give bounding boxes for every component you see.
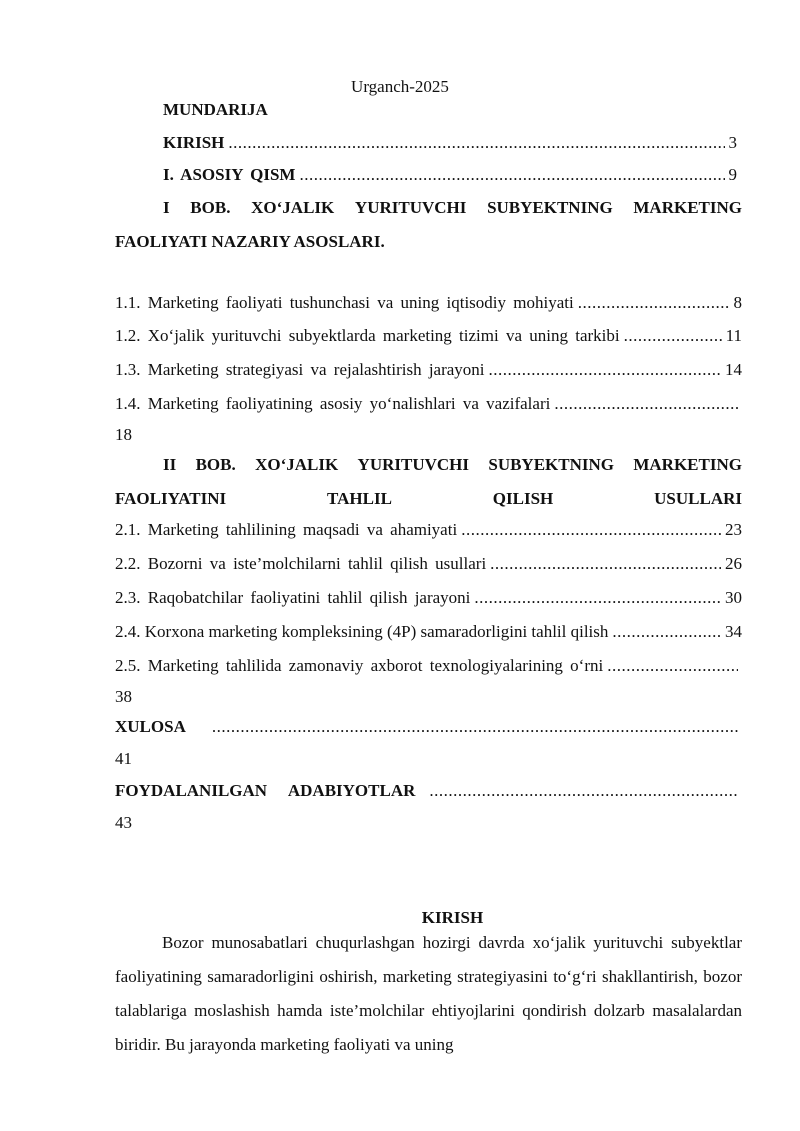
toc-entry-label: 1.3. Marketing strategiyasi va rejalashtirish jarayoni bbox=[115, 360, 485, 379]
toc-entry-label: 2.2. Bozorni va iste’molchilarni tahlil qilish usullari bbox=[115, 554, 487, 573]
toc-page-number-wrapped: 43 bbox=[115, 813, 132, 832]
toc-entry-label: I. ASOSIY QISM bbox=[163, 165, 296, 184]
toc-dot-leader bbox=[228, 131, 724, 155]
toc-page-number: 14 bbox=[725, 360, 742, 379]
toc-dot-leader bbox=[490, 552, 721, 576]
intro-title: KIRISH bbox=[421, 908, 484, 927]
chapter-2-heading-line1[interactable] bbox=[163, 453, 742, 477]
intro-paragraph: Bozor munosabatlari chuqurlashgan hozirgi davrda xo‘jalik yurituvchi subyektlar faoliyatining samaradorligini oshirish, marketing strategiyasini to‘g‘ri shakllantirish, bozor talablariga moslashish hamda iste’molchilar ehtiyojlarini qondirish dolzarb masalalardan biridir. Bu jarayonda marketing faoliyati va uning bbox=[115, 933, 742, 1054]
heading-word: BOB. bbox=[190, 198, 231, 217]
toc-entry-label: 2.3. Raqobatchilar faoliyatini tahlil qilish jarayoni bbox=[115, 588, 471, 607]
heading-word: SUBYEKTNING bbox=[487, 198, 613, 217]
toc-entry-label: 1.1. Marketing faoliyati tushunchasi va uning iqtisodiy mohiyati bbox=[115, 293, 574, 312]
toc-entry-2-5[interactable] bbox=[115, 654, 742, 678]
toc-entry-kirish[interactable] bbox=[163, 131, 737, 155]
toc-dot-leader bbox=[212, 715, 738, 739]
place-year: Urganch-2025 bbox=[351, 77, 449, 96]
toc-entry-label: FOYDALANILGAN ADABIYOTLAR bbox=[115, 781, 416, 800]
heading-word: FAOLIYATINI bbox=[115, 489, 227, 508]
toc-entry-label: 1.4. Marketing faoliyatining asosiy yo‘nalishlari va vazifalari bbox=[115, 394, 551, 413]
toc-dot-leader bbox=[612, 620, 721, 644]
toc-dot-leader bbox=[461, 518, 721, 542]
toc-entry-2-4[interactable] bbox=[115, 620, 742, 644]
toc-page-number: 23 bbox=[725, 520, 742, 539]
toc-entry-2-3[interactable] bbox=[115, 586, 742, 610]
toc-dot-leader bbox=[578, 291, 730, 315]
toc-dot-leader bbox=[607, 654, 738, 678]
toc-entry-2-1[interactable] bbox=[115, 518, 742, 542]
heading-word: TAHLIL bbox=[327, 489, 392, 508]
heading-word: YURITUVCHI bbox=[357, 455, 470, 474]
toc-page-number: 34 bbox=[725, 622, 742, 641]
toc-page-number-wrapped: 38 bbox=[115, 687, 132, 706]
toc-entry-label: 2.1. Marketing tahlilining maqsadi va ahamiyati bbox=[115, 520, 458, 539]
heading-word: I bbox=[163, 198, 170, 217]
heading-word: USULLARI bbox=[654, 489, 742, 508]
heading-word: QILISH bbox=[492, 489, 554, 508]
toc-entry-label: XULOSA bbox=[115, 717, 186, 736]
toc-page-number-wrapped: 41 bbox=[115, 749, 132, 768]
toc-entry-xulosa[interactable] bbox=[115, 715, 742, 739]
heading-word: XO‘JALIK bbox=[251, 198, 335, 217]
chapter-2-heading-line2 bbox=[115, 487, 742, 511]
toc-page-number: 26 bbox=[725, 554, 742, 573]
toc-dot-leader bbox=[299, 163, 724, 187]
toc-dot-leader bbox=[554, 392, 738, 416]
heading-word: YURITUVCHI bbox=[354, 198, 467, 217]
toc-entry-label: 2.5. Marketing tahlilida zamonaviy axborot texnologiyalarining o‘rni bbox=[115, 656, 604, 675]
toc-dot-leader bbox=[429, 779, 738, 803]
toc-dot-leader bbox=[489, 358, 721, 382]
toc-entry-2-2[interactable] bbox=[115, 552, 742, 576]
toc-entry-label: 1.2. Xo‘jalik yurituvchi subyektlarda marketing tizimi va uning tarkibi bbox=[115, 326, 620, 345]
toc-entry-1-2[interactable] bbox=[115, 324, 742, 348]
toc-dot-leader bbox=[474, 586, 721, 610]
heading-word: BOB. bbox=[195, 455, 236, 474]
toc-page-number: 9 bbox=[728, 165, 737, 184]
toc-entry-1-3[interactable] bbox=[115, 358, 742, 382]
heading-word: MARKETING bbox=[633, 455, 742, 474]
heading-word: MARKETING bbox=[633, 198, 742, 217]
chapter-1-heading-line2: FAOLIYATI NAZARIY ASOSLARI. bbox=[115, 232, 385, 251]
toc-entry-1-1[interactable] bbox=[115, 291, 742, 315]
contents-title: MUNDARIJA bbox=[163, 100, 268, 119]
heading-word: XO‘JALIK bbox=[255, 455, 339, 474]
chapter-1-heading-line1[interactable] bbox=[163, 196, 742, 220]
heading-word: II bbox=[163, 455, 177, 474]
toc-page-number: 8 bbox=[733, 293, 742, 312]
toc-entry-label: KIRISH bbox=[163, 133, 225, 152]
toc-entry-1-4[interactable] bbox=[115, 392, 742, 416]
toc-entry-adabiyotlar[interactable] bbox=[115, 779, 742, 803]
toc-page-number: 3 bbox=[728, 133, 737, 152]
toc-dot-leader bbox=[624, 324, 722, 348]
toc-page-number: 30 bbox=[725, 588, 742, 607]
toc-entry-asosiy-qism[interactable] bbox=[163, 163, 737, 187]
toc-entry-label: 2.4. Korxona marketing kompleksining (4P) samaradorligini tahlil qilish bbox=[115, 622, 609, 641]
toc-page-number-wrapped: 18 bbox=[115, 425, 132, 444]
heading-word: SUBYEKTNING bbox=[488, 455, 614, 474]
toc-page-number: 11 bbox=[725, 326, 742, 345]
